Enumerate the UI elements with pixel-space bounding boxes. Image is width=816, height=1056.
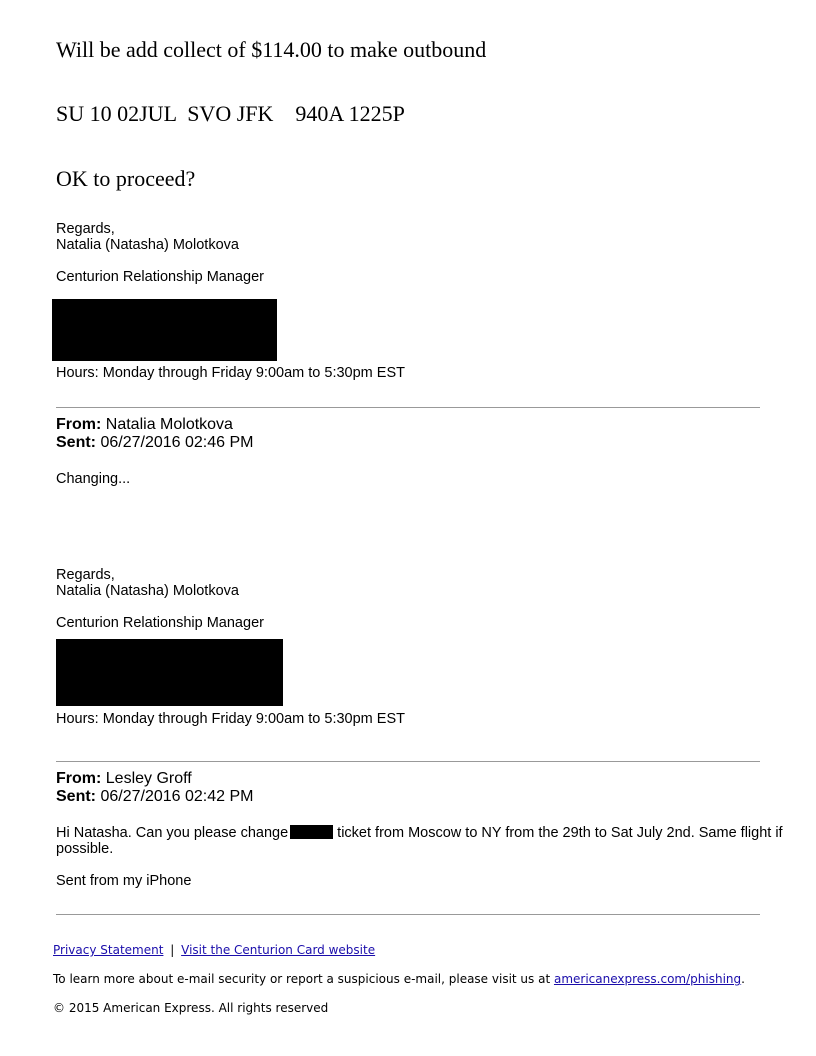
sent-label: Sent:	[56, 434, 96, 451]
signature-regards: Regards,	[56, 221, 115, 237]
security-period: .	[741, 972, 745, 986]
body-text-after: ticket from Moscow to NY from the 29th to Sat July 2nd. Same flight if	[333, 825, 783, 841]
centurion-website-link[interactable]: Visit the Centurion Card website	[181, 943, 376, 957]
message-body-line2: possible.	[56, 841, 114, 857]
message-from	[56, 770, 192, 788]
reply-line-flight: SU 10 02JUL SVO JFK 940A 1225P	[56, 101, 405, 126]
message-from	[56, 416, 233, 434]
privacy-statement-link[interactable]: Privacy Statement	[53, 943, 164, 957]
copyright: © 2015 American Express. All rights reserved	[53, 1001, 329, 1015]
signature-hours: Hours: Monday through Friday 9:00am to 5:30pm EST	[56, 365, 405, 381]
security-text: To learn more about e-mail security or report a suspicious e-mail, please visit us at	[53, 972, 554, 986]
footer-separator: |	[170, 943, 175, 957]
redacted-name	[290, 825, 333, 839]
signature-name: Natalia (Natasha) Molotkova	[56, 583, 239, 599]
from-name: Lesley Groff	[105, 770, 192, 787]
from-name: Natalia Molotkova	[105, 416, 233, 433]
signature-title: Centurion Relationship Manager	[56, 269, 264, 285]
message-body-line1	[56, 825, 783, 841]
signature-regards: Regards,	[56, 567, 115, 583]
redacted-block	[56, 639, 283, 706]
body-text-before: Hi Natasha. Can you please change	[56, 825, 289, 841]
from-label: From:	[56, 416, 102, 433]
footer-links	[53, 943, 375, 957]
signature-name: Natalia (Natasha) Molotkova	[56, 237, 239, 253]
phishing-link[interactable]: americanexpress.com/phishing	[553, 972, 742, 986]
sent-date: 06/27/2016 02:46 PM	[100, 434, 254, 451]
divider	[56, 407, 760, 408]
from-label: From:	[56, 770, 102, 787]
sent-from-device: Sent from my iPhone	[56, 873, 192, 889]
message-sent	[56, 788, 253, 806]
signature-title: Centurion Relationship Manager	[56, 615, 264, 631]
divider	[56, 914, 760, 915]
reply-line-collect: Will be add collect of $114.00 to make outbound	[56, 37, 487, 62]
redacted-block	[52, 299, 277, 361]
divider	[56, 761, 760, 762]
message-sent	[56, 434, 253, 452]
signature-hours: Hours: Monday through Friday 9:00am to 5:30pm EST	[56, 711, 405, 727]
sent-date: 06/27/2016 02:42 PM	[100, 788, 254, 805]
sent-label: Sent:	[56, 788, 96, 805]
reply-line-question: OK to proceed?	[56, 166, 196, 191]
message-body: Changing...	[56, 471, 131, 487]
security-notice	[53, 972, 745, 986]
